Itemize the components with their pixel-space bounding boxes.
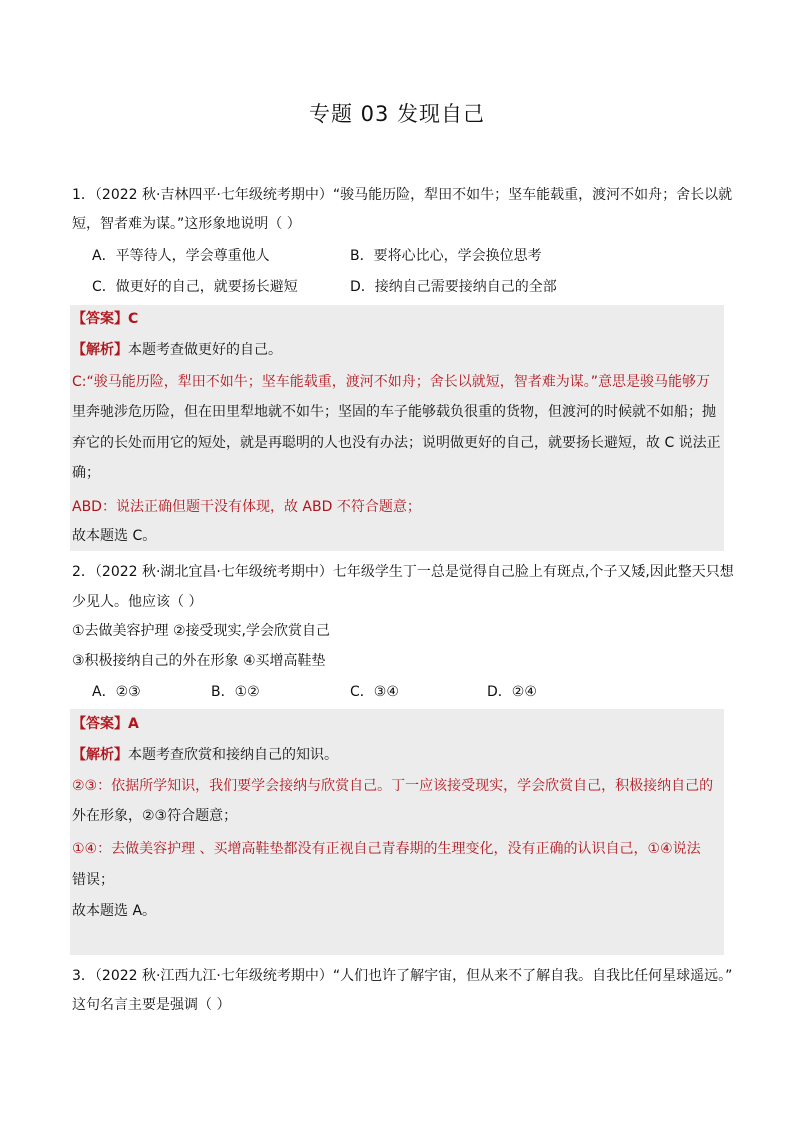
question-2-explanation-line-4: 错误； [72, 872, 114, 888]
analysis-text: 本题考查欣赏和接纳自己的知识。 [128, 747, 338, 763]
question-1-explanation-line-4: 确； [72, 465, 100, 481]
question-2-option-b: B．①② [211, 684, 260, 700]
question-2-stem-line-2: 少见人。他应该（ ） [72, 594, 203, 610]
question-1-stem-line-2: 短，智者难为谋。”这形象地说明（ ） [72, 216, 301, 232]
question-2-stem-line-1: 2．（2022 秋·湖北宜昌·七年级统考期中）七年级学生丁一总是觉得自己脸上有斑点,个子又矮,因此整天只想 [72, 564, 734, 580]
question-3-stem-line-2: 这句名言主要是强调（ ） [72, 997, 231, 1013]
question-2-explanation-line-2: 外在形象，②③符合题意； [72, 808, 238, 824]
question-2-explanation-line-1: ②③：依据所学知识，我们要学会接纳与欣赏自己。丁一应该接受现实，学会欣赏自己，积极接纳自己的 [72, 778, 714, 794]
question-1-option-c: C．做更好的自己，就要扬长避短 [92, 279, 298, 295]
question-1-conclusion: 故本题选 C。 [72, 528, 157, 544]
question-1-explanation-line-2: 里奔驰涉危历险，但在田里犁地就不如牛；坚固的车子能够载负很重的货物，但渡河的时候就不如船；抛 [72, 404, 716, 420]
analysis-label: 【解析】 [72, 747, 128, 763]
question-2-option-c: C．③④ [350, 684, 399, 700]
question-2-conclusion: 故本题选 A。 [72, 903, 157, 919]
answer-label: 【答案】 [72, 311, 128, 327]
question-1-analysis [72, 340, 732, 360]
answer-value: C [128, 311, 139, 327]
question-3-stem-line-1: 3．（2022 秋·江西九江·七年级统考期中）“人们也许了解宇宙，但从来不了解自我。自我比任何星球遥远。” [72, 968, 733, 984]
question-1-option-a: A．平等待人，学会尊重他人 [92, 248, 270, 264]
question-1-answer [72, 309, 732, 329]
question-2-answer [72, 714, 732, 734]
analysis-text: 本题考查做更好的自己。 [128, 342, 282, 358]
page-title: 专题 03 发现自己 [308, 102, 486, 126]
answer-label: 【答案】 [72, 716, 128, 732]
analysis-label: 【解析】 [72, 342, 128, 358]
question-1-stem-line-1: 1．（2022 秋·吉林四平·七年级统考期中）“骏马能历险，犁田不如牛；坚车能载重，渡河不如舟；舍长以就 [72, 187, 733, 203]
question-1-explanation-line-5: ABD：说法正确但题干没有体现，故 ABD 不符合题意； [72, 499, 421, 515]
question-2-option-d: D．②④ [487, 684, 537, 700]
question-1-explanation-line-3: 弃它的长处而用它的短处，就是再聪明的人也没有办法；说明做更好的自己，就要扬长避短，故 C 说法正 [72, 435, 721, 451]
question-2-analysis [72, 745, 732, 765]
question-2-items-line-1: ①去做美容护理 ②接受现实,学会欣赏自己 [72, 623, 331, 639]
question-1-option-b: B．要将心比心，学会换位思考 [350, 248, 542, 264]
question-1-option-d: D．接纳自己需要接纳自己的全部 [350, 279, 557, 295]
question-2-items-line-2: ③积极接纳自己的外在形象 ④买增高鞋垫 [72, 653, 326, 669]
question-2-explanation-line-3: ①④：去做美容护理 、买增高鞋垫都没有正视自己青春期的生理变化，没有正确的认识自己，①④说法 [72, 841, 701, 857]
question-2-option-a: A．②③ [92, 684, 141, 700]
answer-value: A [128, 716, 139, 732]
question-1-explanation-line-1: C:“骏马能历险，犁田不如牛；坚车能载重，渡河不如舟；舍长以就短，智者难为谋。”意思是骏马能够万 [72, 374, 710, 390]
